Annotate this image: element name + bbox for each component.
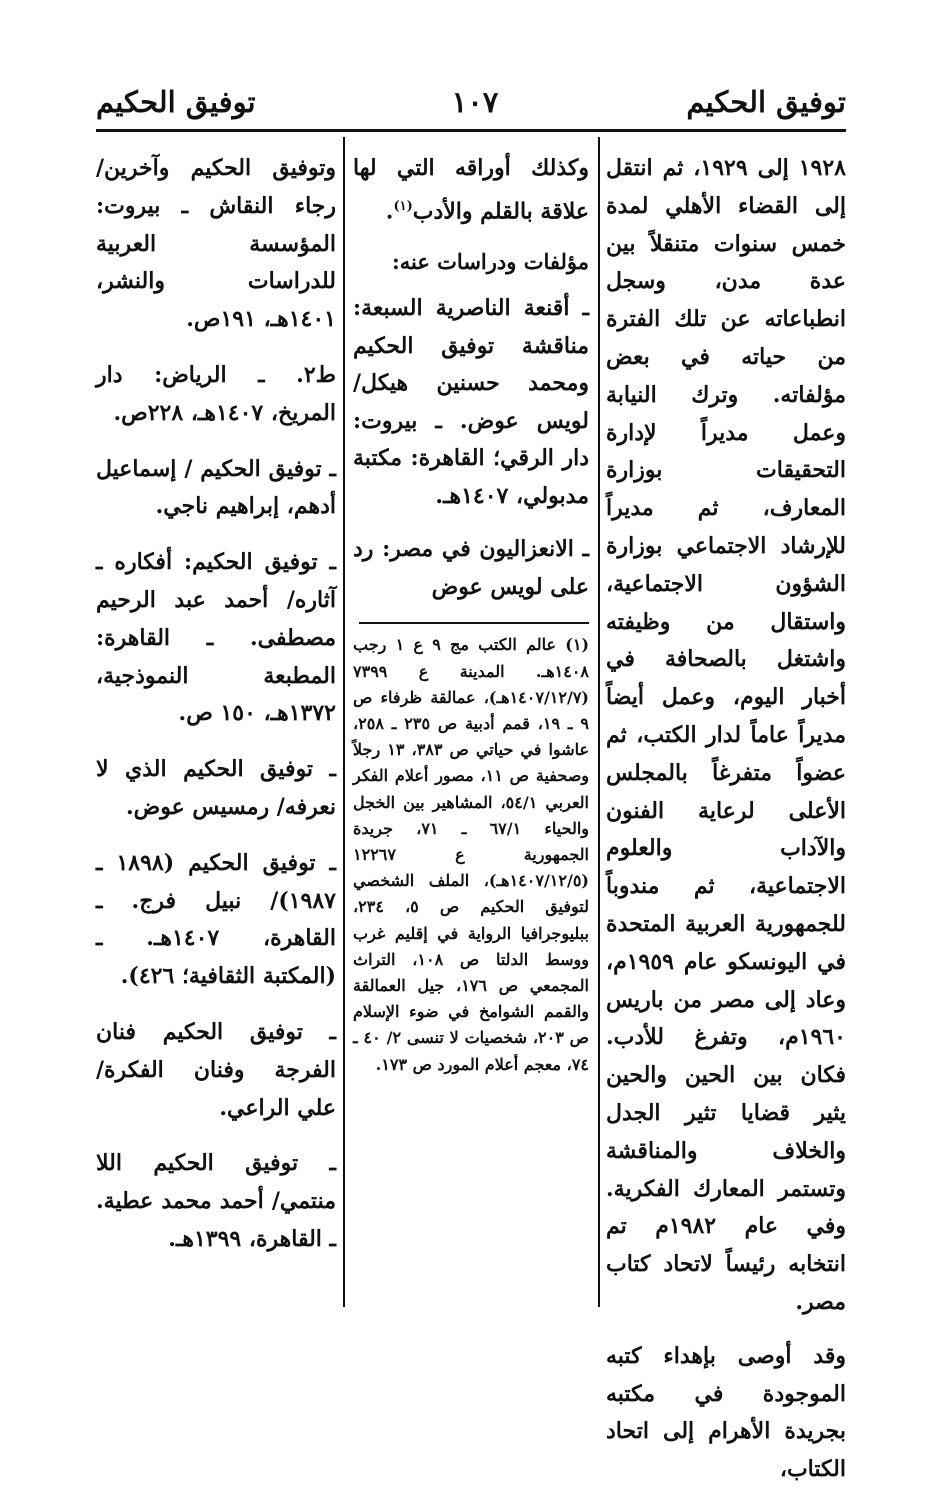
bibliography-entry: ـ توفيق الحكيم / إسماعيل أدهم، إبراهيم ناجي. (96, 455, 336, 520)
papers-text: وكذلك أوراقه التي لها علاقة بالقلم والأدب (353, 155, 589, 224)
column-right (606, 150, 846, 1489)
footnote-rule (359, 622, 589, 624)
bibliography-entry: ط٢. ـ الرياض: دار المريخ، ١٤٠٧هـ، ٢٢٨ص. (96, 361, 336, 426)
page-number: ١٠٧ (451, 85, 499, 119)
column-middle (353, 150, 589, 1078)
bequest-paragraph: وقد أوصى بإهداء كتبه الموجودة في مكتبه بجريدة الأهرام إلى اتحاد الكتاب، (606, 1342, 846, 1483)
bibliography-entry: ـ توفيق الحكيم (١٨٩٨ ـ ١٩٨٧)/ نبيل فرج. ـ القاهرة، ١٤٠٧هـ. ـ (المكتبة الثقافية؛ ٤٢٦). (96, 849, 336, 990)
bibliography-entry: وتوفيق الحكيم وآخرين/ رجاء النقاش ـ بيروت: المؤسسة العربية للدراسات والنشر، ١٤٠١هـ، ١٩١ص. (96, 155, 336, 333)
bibliography-entry: ـ أقنعة الناصرية السبعة: مناقشة توفيق الحكيم ومحمد حسنين هيكل/ لويس عوض. ـ بيروت: دار الرقي؛ القاهرة: مكتبة مدبولي، ١٤٠٧هـ. (353, 295, 589, 509)
running-head-right: توفيق الحكيم (686, 85, 846, 119)
footnote-ref: (١) (393, 198, 413, 214)
bibliography-entry: ـ توفيق الحكيم: أفكاره ـ آثاره/ أحمد عبد الرحيم مصطفى. ـ القاهرة: المطبعة النموذجية، ١٣٧٢هـ، ١٥٠ ص. (96, 549, 336, 727)
column-divider-right (598, 137, 600, 1307)
bibliography-entry: ـ توفيق الحكيم الذي لا نعرفه/ رمسيس عوض. (96, 756, 336, 820)
biography-paragraph: ١٩٢٨ إلى ١٩٢٩، ثم انتقل إلى القضاء الأهلي لمدة خمس سنوات متنقلاً بين عدة مدن، وسجل انطباعاته عن تلك الفترة من حياته في بعض مؤلفاته. وترك النيابة وعمل مديراً لإدارة التحقيقات بوزارة المعارف، ثم مديراً للإرشاد الاجتماعي بوزارة الشؤون الاجتماعية، واستقال من وظيفته واشتغل بالصحافة في أخبار اليوم، وعمل أيضاً مديراً عاماً لدار الكتب، ثم عضواً متفرغاً بالمجلس الأعلى لرعاية الفنون والآداب والعلوم الاجتماعية، ثم مندوباً للجمهورية العربية المتحدة في اليونسكو عام ١٩٥٩م، وعاد إلى مصر من باريس ١٩٦٠م، وتفرغ للأدب. فكان بين الحين والحين يثير قضايا تثير الجدل والخلاف والمناقشة وتستمر المعارك الفكرية. وفي عام ١٩٨٢م تم انتخابه رئيساً لاتحاد كتاب مصر. (606, 155, 846, 1315)
column-left (96, 150, 336, 1259)
column-divider-left (343, 137, 345, 1307)
bibliography-entry: ـ توفيق الحكيم فنان الفرجة وفنان الفكرة/ علي الراعي. (96, 1018, 336, 1121)
bibliography-entry: ـ توفيق الحكيم اللا منتمي/ أحمد محمد عطية. ـ القاهرة، ١٣٩٩هـ. (96, 1150, 336, 1252)
section-heading: مؤلفات ودراسات عنه: (391, 249, 589, 275)
papers-paragraph: وكذلك أوراقه التي لها علاقة بالقلم والأدب$^{(١)}$. (353, 155, 589, 224)
footnote: (١) عالم الكتب مج ٩ ع ١ رجب ١٤٠٨هـ. المدينة ع ٧٣٩٩ (١٤٠٧/١٢/٧هـ)، عمالقة ظرفاء ص ٩ ـ ١٩، قمم أدبية ص ٢٣٥ ـ ٢٥٨، عاشوا في حياتي ص ٣٨٣، ١٣ رجلاً وصحفية ص ١١، مصور أعلام الفكر العربي ٥٤/١، المشاهير بين الخجل والحياء ٦٧/١ ـ ٧١، جريدة الجمهورية ع ١٢٢٦٧ (١٤٠٧/١٢/٥هـ)، الملف الشخصي لتوفيق الحكيم ص ٥، ٢٣٤، ببليوجرافيا الرواية في إقليم غرب ووسط الدلتا ص ١٠٨، التراث المجمعي ص ١٧٦، جيل العمالقة والقمم الشوامخ في ضوء الإسلام ص ٢٠٣، شخصيات لا تنسى ٢/ ٤٠ ـ ٧٤، معجم أعلام المورد ص ١٧٣. (353, 635, 590, 1074)
running-head-left: توفيق الحكيم (96, 85, 256, 119)
header-rule (96, 129, 846, 132)
bibliography-entry: ـ الانعزاليون في مصر: رد على لويس عوض (353, 536, 589, 600)
